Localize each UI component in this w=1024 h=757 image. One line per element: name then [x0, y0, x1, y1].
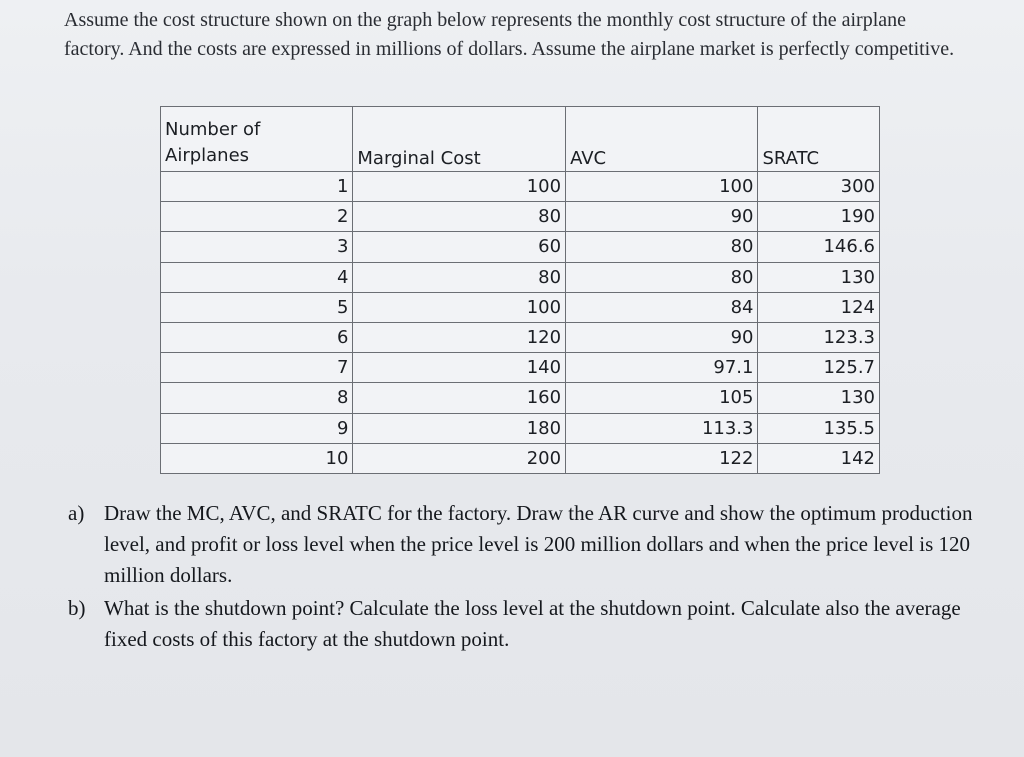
cell-quantity: 6 [161, 322, 353, 352]
table-row [161, 413, 880, 443]
cell-sratc: 142 [758, 443, 880, 473]
table-row [161, 383, 880, 413]
header-sratc: SRATC [758, 107, 880, 172]
cell-avc: 80 [566, 262, 758, 292]
table-header-row [161, 107, 880, 172]
table-row [161, 172, 880, 202]
cell-avc: 122 [566, 443, 758, 473]
question-a [64, 498, 1009, 591]
table-row [161, 353, 880, 383]
cell-quantity: 4 [161, 262, 353, 292]
cell-avc: 97.1 [566, 353, 758, 383]
question-marker: a) [68, 501, 85, 525]
cell-avc: 80 [566, 232, 758, 262]
cell-sratc: 130 [758, 262, 880, 292]
cell-sratc: 123.3 [758, 322, 880, 352]
table-row [161, 232, 880, 262]
cell-quantity: 3 [161, 232, 353, 262]
cell-marginal-cost: 80 [353, 202, 566, 232]
cell-avc: 90 [566, 322, 758, 352]
table-row [161, 292, 880, 322]
cell-sratc: 146.6 [758, 232, 880, 262]
cell-marginal-cost: 160 [353, 383, 566, 413]
cell-marginal-cost: 120 [353, 322, 566, 352]
intro-paragraph: Assume the cost structure shown on the graph below represents the monthly cost structure of the airplane factory. And the costs are expressed in millions of dollars. Assume the airplane market is perfectly competitive. [64, 9, 955, 60]
cell-quantity: 8 [161, 383, 353, 413]
cell-avc: 84 [566, 292, 758, 322]
cell-quantity: 2 [161, 202, 353, 232]
cell-marginal-cost: 100 [353, 172, 566, 202]
table-row [161, 202, 880, 232]
cell-quantity: 9 [161, 413, 353, 443]
cell-quantity: 7 [161, 353, 353, 383]
question-marker: b) [68, 596, 86, 620]
cost-table [160, 106, 880, 474]
cell-quantity: 1 [161, 172, 353, 202]
question-text: Draw the MC, AVC, and SRATC for the factory. Draw the AR curve and show the optimum production level, and profit or loss level when the price level is 200 million dollars and when the price level is 120 million dollars. [104, 501, 973, 587]
cell-sratc: 124 [758, 292, 880, 322]
cell-avc: 100 [566, 172, 758, 202]
cell-avc: 90 [566, 202, 758, 232]
cell-sratc: 300 [758, 172, 880, 202]
question-b [64, 593, 1009, 655]
cell-marginal-cost: 60 [353, 232, 566, 262]
cell-avc: 105 [566, 383, 758, 413]
cell-sratc: 125.7 [758, 353, 880, 383]
cell-sratc: 135.5 [758, 413, 880, 443]
cell-sratc: 190 [758, 202, 880, 232]
header-number-of-airplanes: Number of Airplanes [161, 107, 353, 172]
cell-marginal-cost: 80 [353, 262, 566, 292]
table-row [161, 322, 880, 352]
header-marginal-cost: Marginal Cost [353, 107, 566, 172]
cell-marginal-cost: 180 [353, 413, 566, 443]
question-text: What is the shutdown point? Calculate the loss level at the shutdown point. Calculate also the average fixed costs of this factory at the shutdown point. [104, 596, 961, 651]
table-row [161, 443, 880, 473]
header-avc: AVC [566, 107, 758, 172]
cell-avc: 113.3 [566, 413, 758, 443]
cell-quantity: 5 [161, 292, 353, 322]
cell-marginal-cost: 100 [353, 292, 566, 322]
cell-quantity: 10 [161, 443, 353, 473]
question-list [64, 498, 1009, 657]
cell-marginal-cost: 200 [353, 443, 566, 473]
cell-sratc: 130 [758, 383, 880, 413]
cell-marginal-cost: 140 [353, 353, 566, 383]
table-row [161, 262, 880, 292]
